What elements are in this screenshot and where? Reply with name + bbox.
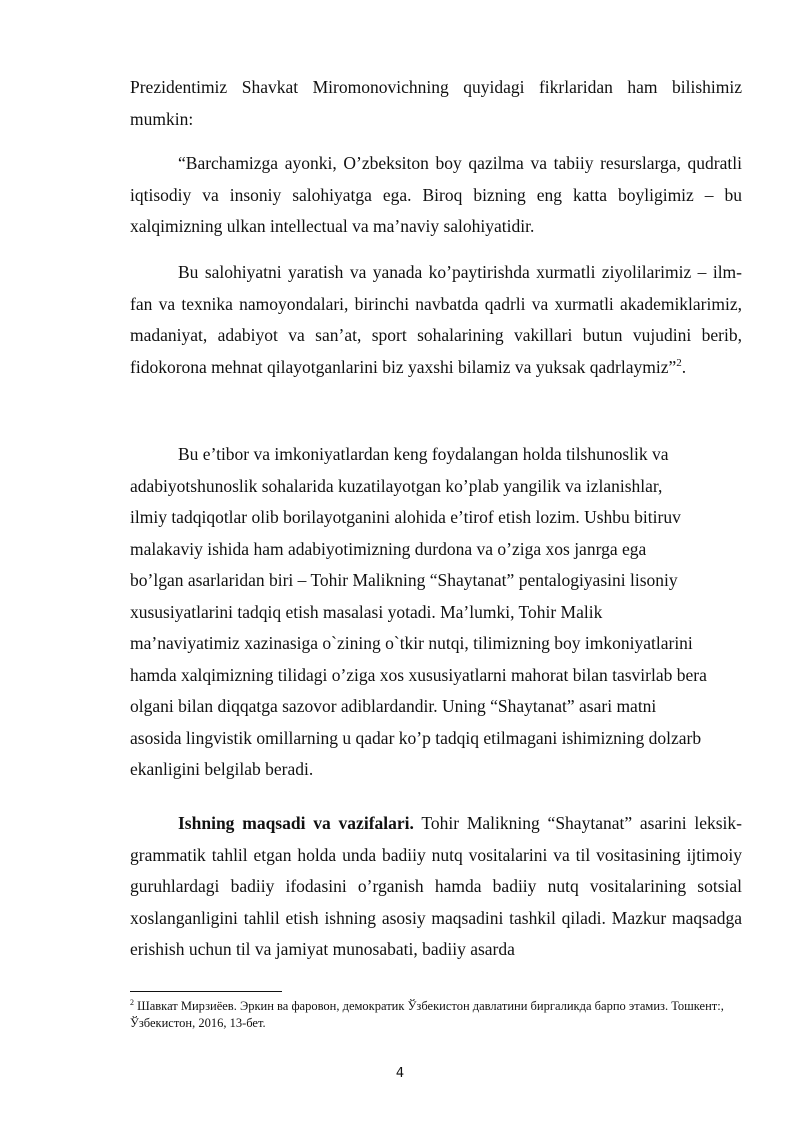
footnote-number: 2 [130, 997, 134, 1007]
paragraph-intro [130, 72, 742, 135]
text-line: xususiyatlarini tadqiq etish masalasi yotadi. Ma’lumki, Tohir Malik [130, 601, 603, 622]
text-line: asosida lingvistik omillarning u qadar ko’p tadqiq etilmagani ishimizning dolzarb [130, 727, 702, 748]
paragraph-relevance [130, 439, 742, 786]
paragraph-quote-2 [130, 257, 742, 383]
paragraph-quote-2-text: Bu salohiyatni yaratish va yanada ko’paytirishda xurmatli ziyolilarimiz – ilm-fan va texnika namoyondalari, birinchi navbatda qadrli va xurmatli akademiklarimiz, madaniyat, adabiyot va san’at, sport sohalarining vakillari butun vujudini berib, fidokorona mehnat qilayotganlarini biz yaxshi bilamiz va yuksak qadrlaymiz” [130, 262, 742, 377]
paragraph-quote-2-end: . [681, 356, 687, 377]
page-number: 4 [395, 1066, 405, 1081]
footnote-separator [130, 991, 282, 992]
text-line: ma’naviyatimiz xazinasiga o`zining o`tkir nutqi, tilimizning boy imkoniyatlarini [130, 633, 693, 653]
text-line: ekanligini belgilab beradi. [130, 759, 314, 779]
text-line: adabiyotshunoslik sohalarida kuzatilayotgan ko’plab yangilik va izlanishlar, [130, 475, 663, 496]
text-line: bo’lgan asarlaridan biri – Tohir Malikning “Shaytanat” pentalogiyasini lisoniy [130, 570, 678, 590]
paragraph-quote-1 [130, 148, 742, 243]
footnote [130, 998, 742, 1032]
text-line: olgani bilan diqqatga sazovor adiblardandir. Uning “Shaytanat” asari matni [130, 696, 657, 716]
paragraph-goals [130, 808, 742, 966]
text-line: malakaviy ishida ham adabiyotimizning durdona va o’ziga xos janrga ega [130, 538, 647, 559]
footnote-reference[interactable]: 2 [676, 356, 682, 369]
section-heading: Ishning maqsadi va vazifalari. [178, 813, 414, 833]
text-line: hamda xalqimizning tilidagi o’ziga xos xususiyatlarni mahorat bilan tasvirlab bera [130, 664, 707, 685]
paragraph-intro-text: Prezidentimiz Shavkat Miromonovichning quyidagi fikrlaridan ham bilishimiz mumkin: [130, 77, 742, 129]
text-line: Bu e’tibor va imkoniyatlardan keng foydalangan holda tilshunoslik va [178, 444, 669, 464]
paragraph-quote-1-text: “Barchamizga ayonki, O’zbeksiton boy qazilma va tabiiy resurslarga, qudratli iqtisodiy va insoniy salohiyatga ega. Biroq bizning eng katta boyligimiz – bu xalqimizning ulkan intellectual va ma’naviy salohiyatidir. [130, 153, 742, 236]
text-line: ilmiy tadqiqotlar olib borilayotganini alohida e’tirof etish lozim. Ushbu bitiruv [130, 507, 681, 527]
paragraph-goals-text: Tohir Malikning “Shaytanat” asarini leksik-grammatik tahlil etgan holda unda badiiy nutq vositalarini va til vositasining ijtimoiy guruhlardagi badiiy ifodasini o’rganish hamda badiiy nutq vositalarining sotsial xoslanganligini tahlil etish ishning asosiy maqsadini tashkil qiladi. Mazkur maqsadga erishish uchun til va jamiyat munosabati, badiiy asarda [130, 813, 742, 959]
footnote-text: Шавкат Мирзиёев. Эркин ва фаровон, демократик Ўзбекистон давлатини биргаликда барпо этамиз. Тошкент:, Ўзбекистон, 2016, 13-бет. [130, 999, 724, 1030]
